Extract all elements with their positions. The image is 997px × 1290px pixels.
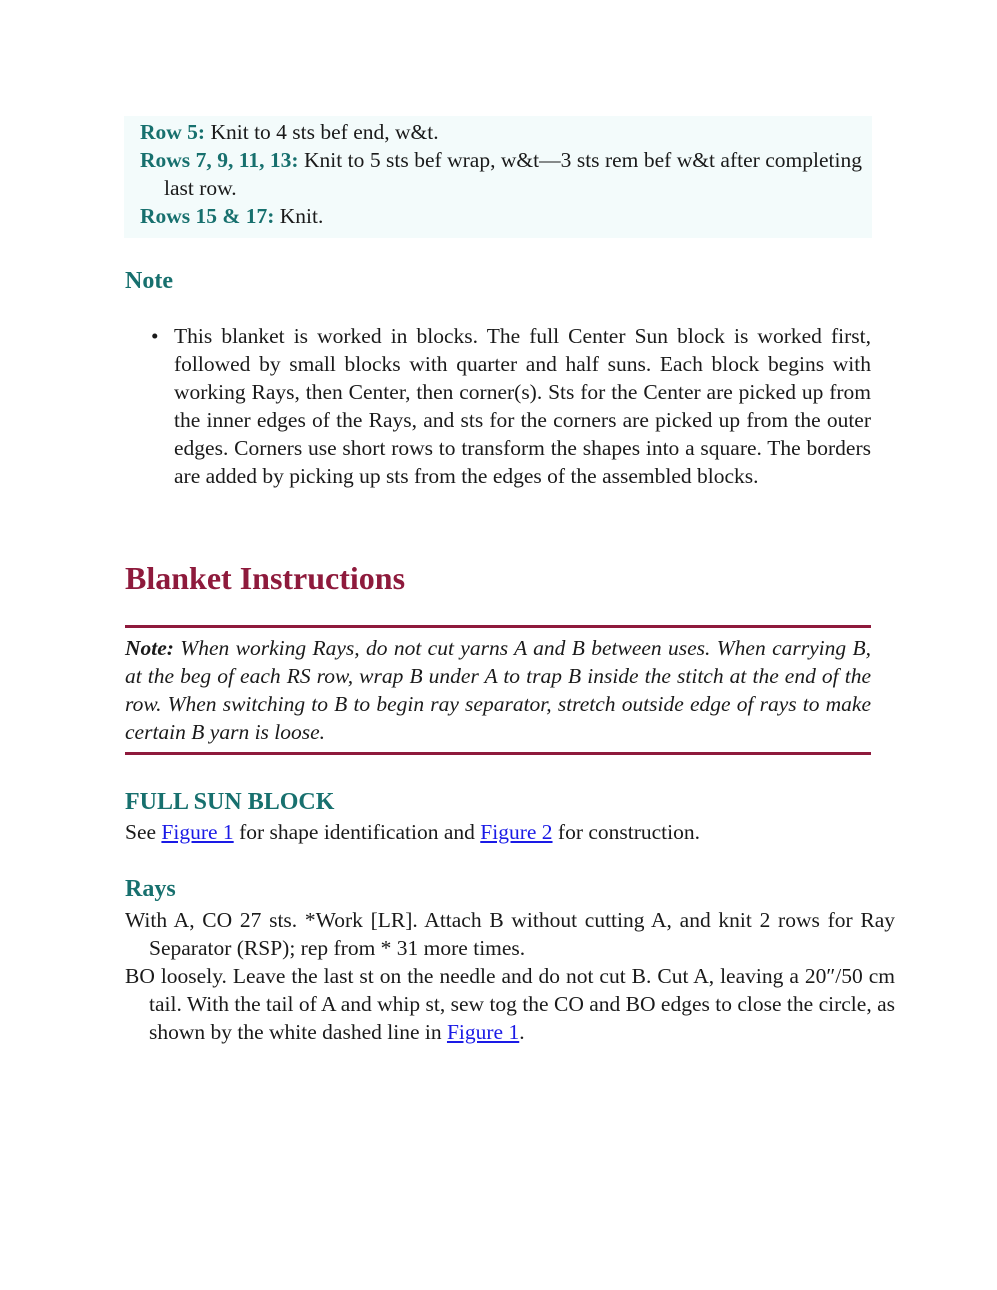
- callout-label: Note:: [125, 636, 174, 660]
- figure-1-link[interactable]: Figure 1: [161, 820, 234, 844]
- full-sun-see-line: [125, 818, 871, 846]
- rows-15-label: Rows 15 & 17:: [140, 204, 275, 228]
- bullet-icon: •: [151, 324, 159, 348]
- rays-paragraph-1: With A, CO 27 sts. *Work [LR]. Attach B without cutting A, and knit 2 rows for Ray Separator (RSP); rep from * 31 more times.: [125, 908, 895, 960]
- row-5-label: Row 5:: [140, 120, 206, 144]
- see-text: See: [125, 820, 162, 844]
- rows-7-text: Knit to 5 sts bef wrap, w&t—3 sts rem bef w&t after completing last row.: [164, 148, 862, 200]
- figure-1-link-2[interactable]: Figure 1: [446, 1020, 520, 1044]
- note-list: [125, 322, 871, 490]
- rays-paragraph-2-end: .: [519, 1020, 525, 1044]
- callout-body: When working Rays, do not cut yarns A and B between uses. When carrying B, at the beg of each RS row, wrap B under A to trap B inside the stitch at the end of the row. When switching to B to begin ray separator, stretch outside edge of rays to make certain B yarn is loose.: [125, 636, 871, 744]
- note-item-text: This blanket is worked in blocks. The full Center Sun block is worked first, followed by small blocks with quarter and half suns. Each block begins with working Rays, then Center, then corner(s). Sts for the Center are picked up from the inner edges of the Rays, and sts for the corners are picked up from the outer edges. Corners use short rows to transform the shapes into a square. The borders are added by picking up sts from the edges of the assembled blocks.: [174, 324, 871, 488]
- rows-15-line: [124, 202, 872, 230]
- callout-note: [125, 625, 871, 755]
- rays-paragraph-2-text: BO loosely. Leave the last st on the needle and do not cut B. Cut A, leaving a 20″/50 cm tail. With the tail of A and whip st, sew tog the CO and BO edges to close the circle, as shown by the white dashed line in: [125, 964, 895, 1044]
- note-list-item: [125, 322, 871, 490]
- callout-text: [125, 634, 871, 746]
- row-5-text: Knit to 4 sts bef end, w&t.: [205, 120, 439, 144]
- rows-7-line: [124, 146, 872, 202]
- full-sun-heading: FULL SUN BLOCK: [125, 789, 335, 815]
- end-text: for construction.: [552, 820, 701, 844]
- rays-heading: Rays: [125, 876, 176, 902]
- rows-15-text: Knit.: [274, 204, 324, 228]
- blanket-instructions-title: Blanket Instructions: [125, 560, 406, 596]
- note-heading: Note: [125, 268, 173, 294]
- row-5-line: [124, 118, 872, 146]
- rows-7-label: Rows 7, 9, 11, 13:: [140, 148, 299, 172]
- mid-text: for shape identification and: [233, 820, 481, 844]
- rows-instruction-box: [124, 116, 872, 238]
- rays-paragraph-2: [125, 962, 895, 1046]
- figure-2-link[interactable]: Figure 2: [480, 820, 553, 844]
